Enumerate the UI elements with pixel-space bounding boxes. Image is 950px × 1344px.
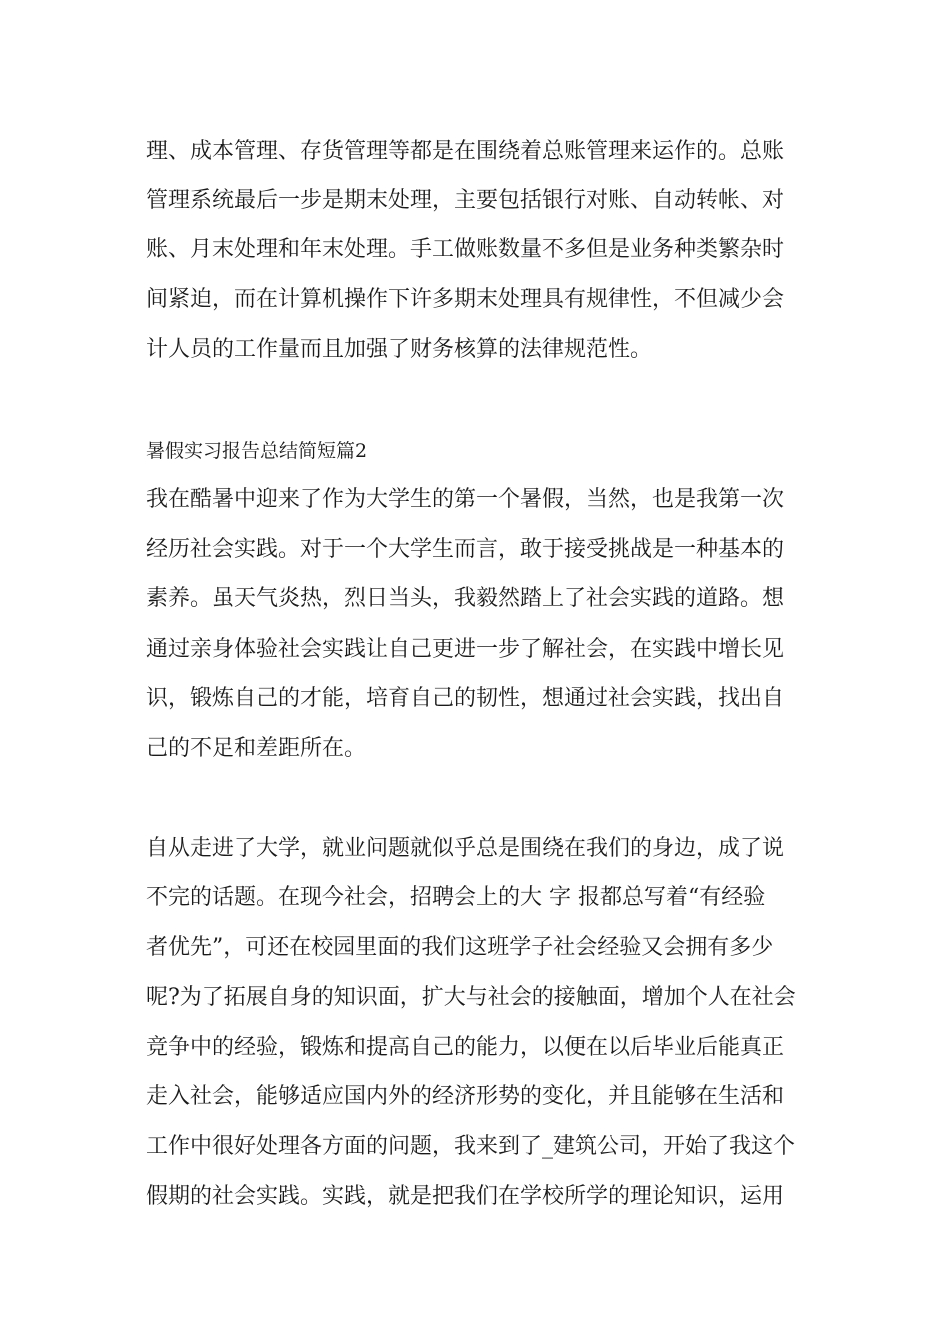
paragraph-3-line-5: 竞争中的经验，锻炼和提高自己的能力，以便在以后毕业后能真正	[146, 1035, 785, 1060]
paragraph-1-line-2: 管理系统最后一步是期末处理，主要包括银行对账、自动转帐、对	[146, 188, 785, 213]
paragraph-1-line-1: 理、成本管理、存货管理等都是在围绕着总账管理来运作的。总账	[146, 139, 785, 164]
paragraph-2-line-3: 素养。虽天气炎热，烈日当头，我毅然踏上了社会实践的道路。想	[146, 586, 785, 611]
paragraph-3-line-6: 走入社会，能够适应国内外的经济形势的变化，并且能够在生活和	[146, 1084, 785, 1109]
paragraph-1-line-5: 计人员的工作量而且加强了财务核算的法律规范性。	[146, 337, 653, 362]
section-heading: 暑假实习报告总结简短篇2	[146, 440, 368, 462]
paragraph-2-line-1: 我在酷暑中迎来了作为大学生的第一个暑假，当然，也是我第一次	[146, 487, 785, 512]
paragraph-1-line-3: 账、月末处理和年末处理。手工做账数量不多但是业务种类繁杂时	[146, 237, 785, 262]
paragraph-2-line-4: 通过亲身体验社会实践让自己更进一步了解社会，在实践中增长见	[146, 637, 785, 662]
paragraph-1-line-4: 间紧迫，而在计算机操作下许多期末处理具有规律性，不但减少会	[146, 287, 785, 312]
paragraph-3-line-1: 自从走进了大学，就业问题就似乎总是围绕在我们的身边，成了说	[146, 836, 785, 861]
paragraph-3-line-7: 工作中很好处理各方面的问题，我来到了_建筑公司，开始了我这个	[146, 1134, 796, 1159]
paragraph-3-line-4: 呢?为了拓展自身的知识面，扩大与社会的接触面，增加个人在社会	[146, 985, 796, 1010]
paragraph-2-line-6: 己的不足和差距所在。	[146, 736, 367, 761]
paragraph-3-line-2: 不完的话题。在现今社会，招聘会上的大 字 报都总写着“有经验	[146, 885, 766, 910]
paragraph-2-line-2: 经历社会实践。对于一个大学生而言，敢于接受挑战是一种基本的	[146, 537, 785, 562]
paragraph-3-line-8: 假期的社会实践。实践，就是把我们在学校所学的理论知识，运用	[146, 1184, 785, 1209]
paragraph-2-line-5: 识，锻炼自己的才能，培育自己的韧性，想通过社会实践，找出自	[146, 686, 785, 711]
paragraph-3-line-3: 者优先”，可还在校园里面的我们这班学子社会经验又会拥有多少	[146, 935, 774, 960]
